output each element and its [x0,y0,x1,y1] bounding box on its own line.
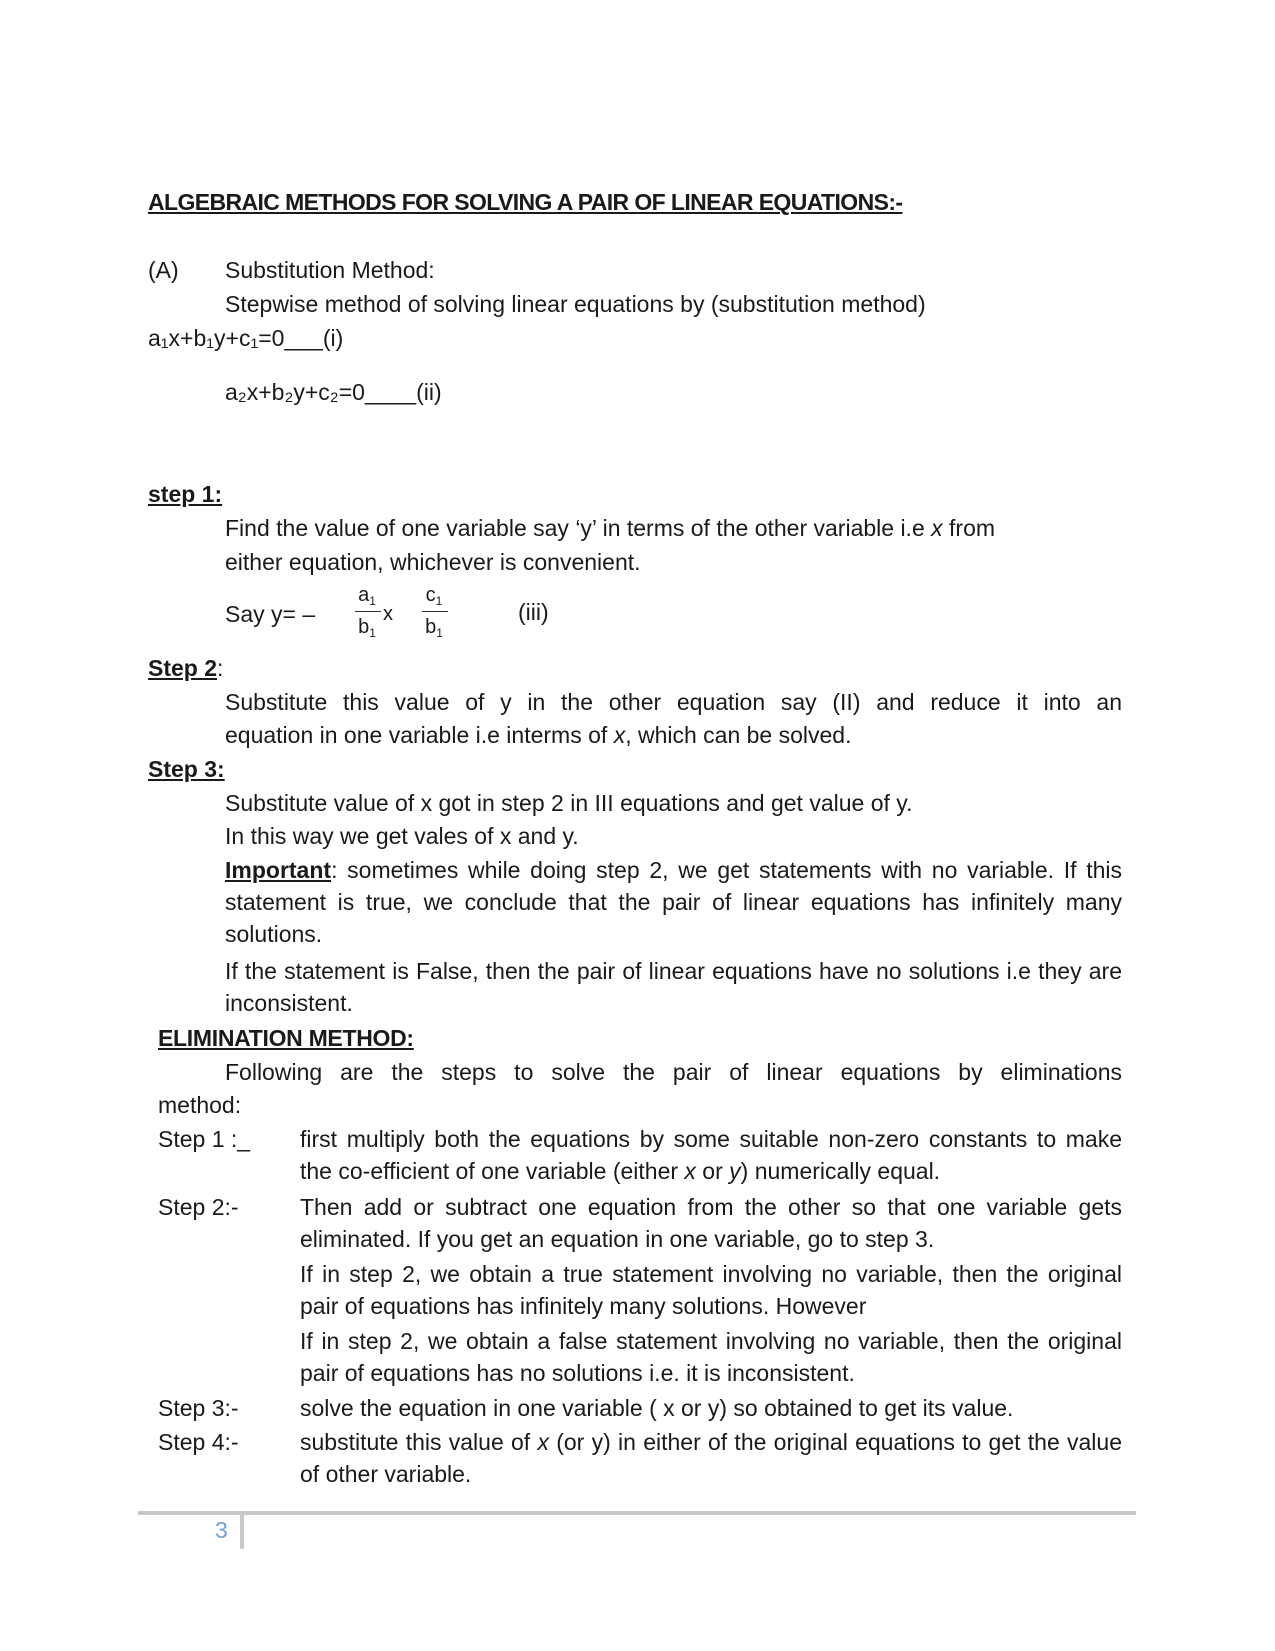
equation-one: a₁x+b₁y+c₁=0___(i) [148,325,344,351]
step3-line2: In this way we get vales of x and y. [225,823,579,849]
step1-line1: Find the value of one variable say ‘y’ in terms of the other variable i.e x from [225,515,996,541]
elimination-intro-line2: method: [158,1092,242,1118]
page-title: ALGEBRAIC METHODS FOR SOLVING A PAIR OF LINEAR EQUATIONS:- [148,189,903,215]
step2-line2: equation in one variable i.e interms of x, which can be solved. [225,722,852,748]
fraction2-denominator: $b_1$ [425,616,443,640]
substitution-intro: Stepwise method of solving linear equations by (substitution method) [225,291,926,317]
elim-step2-text3: If in step 2, we obtain a false statement involving no variable, then the original pair of equations has no solutions i.e. it is inconsistent. [300,1328,1122,1386]
elimination-heading: ELIMINATION METHOD: [158,1025,414,1051]
step1-line2: either equation, whichever is convenient. [225,549,641,575]
fraction1-numerator: $a_1$ [358,584,376,608]
page-number: 3 [215,1517,228,1543]
elim-step4-text: substitute this value of x (or y) in either of the original equations to get the value of other variable. [300,1429,1123,1487]
elim-step2-label: Step 2:- [158,1194,239,1220]
elimination-intro-line1: Following are the steps to solve the pair of linear equations by eliminations [225,1059,1122,1085]
elim-step1-label: Step 1 :_ [158,1126,251,1152]
section-label-a: (A) [148,257,179,283]
substitution-heading: Substitution Method: [225,257,435,283]
equation-ref-iii: (iii) [518,599,549,625]
fraction2-bar [422,611,448,612]
elim-step2-text2: If in step 2, we obtain a true statement involving no variable, then the original pair of equations has infinitely many solutions. However [300,1261,1122,1319]
step1-heading: step 1: [148,481,223,507]
formula-x: x [383,603,393,625]
elim-step3-label: Step 3:- [158,1395,239,1421]
step2-heading: Step 2: [148,655,224,681]
fraction2-numerator: $c_1$ [425,584,443,608]
elim-step4-label: Step 4:- [158,1429,239,1455]
equation-two: a₂x+b₂y+c₂=0____(ii) [225,379,442,405]
footer-tick [240,1515,244,1549]
important-note: Important: sometimes while doing step 2, we get statements with no variable. If this statement is true, we conclude that the pair of linear equations has infinitely many solutions. [225,857,1122,947]
fraction1-denominator: $b_1$ [358,616,376,640]
footer-divider [138,1511,1136,1515]
elim-step2-text1: Then add or subtract one equation from the other so that one variable gets eliminated. If you get an equation in one variable, go to step 3. [300,1194,1122,1252]
formula-say: Say y= – [225,601,316,627]
false-statement-note: If the statement is False, then the pair of linear equations have no solutions i.e they are inconsistent. [225,958,1122,1016]
step3-heading: Step 3: [148,756,225,782]
elim-step3-text: solve the equation in one variable ( x or y) so obtained to get its value. [300,1395,1014,1421]
fraction1-bar [355,611,381,612]
elim-step1-text: first multiply both the equations by some suitable non-zero constants to make the co-efficient of one variable (either x or y) numerically equal. [300,1126,1122,1184]
step2-line1: Substitute this value of y in the other equation say (II) and reduce it into an [225,689,1122,715]
step3-line1: Substitute value of x got in step 2 in III equations and get value of y. [225,790,913,816]
